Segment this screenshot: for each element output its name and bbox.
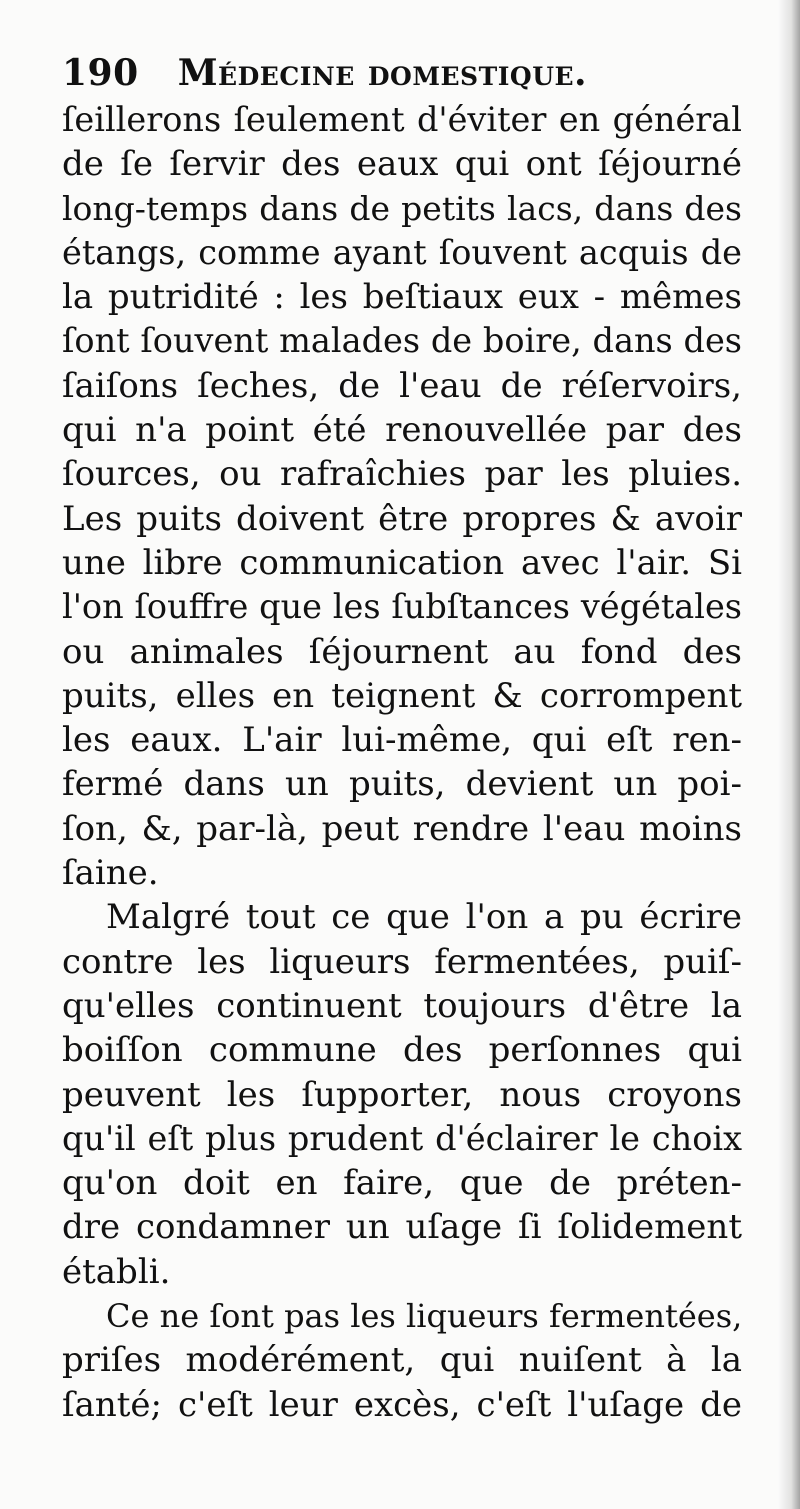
- running-title: Médecine domestique.: [177, 52, 588, 94]
- text-line: boiſſon commune des perſonnes qui: [62, 1030, 742, 1071]
- text-line: la putridité : les beſtiaux eux - mêmes: [62, 277, 742, 318]
- text-line: peuvent les ſupporter, nous croyons: [62, 1074, 742, 1115]
- text-line: qui n'a point été renouvellée par des: [62, 410, 742, 451]
- text-line: qu'il eſt plus prudent d'éclairer le choix: [62, 1118, 742, 1158]
- text-line: ſanté; c'eſt leur excès, c'eſt l'uſage de: [62, 1384, 742, 1425]
- text-line: puits, elles en teignent & corrompent: [62, 675, 742, 716]
- text-line: ſources, ou rafraîchies par les pluies.: [62, 454, 742, 495]
- text-line: ou animales ſéjournent au fond des: [62, 631, 742, 672]
- paragraph-1: [62, 98, 742, 895]
- text-line: les eaux. L'air lui-même, qui eſt ren-: [62, 720, 742, 761]
- text-line: fermé dans un puits, devient un poi-: [62, 764, 742, 805]
- text-line: de ſe ſervir des eaux qui ont ſéjourné: [62, 144, 742, 185]
- body-text: [62, 98, 742, 1427]
- text-line: ſaine.: [62, 853, 159, 894]
- text-line: ſeillerons ſeulement d'éviter en général: [62, 100, 742, 139]
- page-edge-shadow: [778, 0, 800, 1509]
- text-line: qu'on doit en faire, que de préten-: [62, 1163, 742, 1204]
- text-line: long-temps dans de petits lacs, dans des: [62, 188, 742, 228]
- text-line: une libre communication avec l'air. Si: [62, 542, 742, 583]
- text-line: l'on ſouffre que les ſubſtances végétales: [62, 587, 742, 627]
- text-line: ſon, &, par-là, peut rendre l'eau moins: [62, 808, 742, 849]
- text-line: ſont ſouvent malades de boire, dans des: [62, 321, 742, 361]
- paragraph-3: [62, 1294, 742, 1427]
- text-line: priſes modérément, qui nuiſent à la: [62, 1340, 742, 1381]
- text-line: qu'elles continuent toujours d'être la: [62, 985, 742, 1026]
- text-line: Ce ne ſont pas les liqueurs fermentées,: [106, 1297, 742, 1336]
- page-header: [62, 48, 587, 98]
- text-line: dre condamner un uſage ſi ſolidement: [62, 1207, 742, 1248]
- text-line: ſaiſons ſeches, de l'eau de réſervoirs,: [62, 365, 742, 406]
- paragraph-2: [62, 895, 742, 1294]
- text-line: établi.: [62, 1251, 171, 1292]
- text-line: étangs, comme ayant ſouvent acquis de: [62, 232, 742, 272]
- text-line: Malgré tout ce que l'on a pu écrire: [106, 897, 742, 938]
- text-line: Les puits doivent être propres & avoir: [62, 498, 742, 539]
- page-number: 190: [62, 52, 139, 94]
- text-line: contre les liqueurs fermentées, puiſ-: [62, 941, 742, 982]
